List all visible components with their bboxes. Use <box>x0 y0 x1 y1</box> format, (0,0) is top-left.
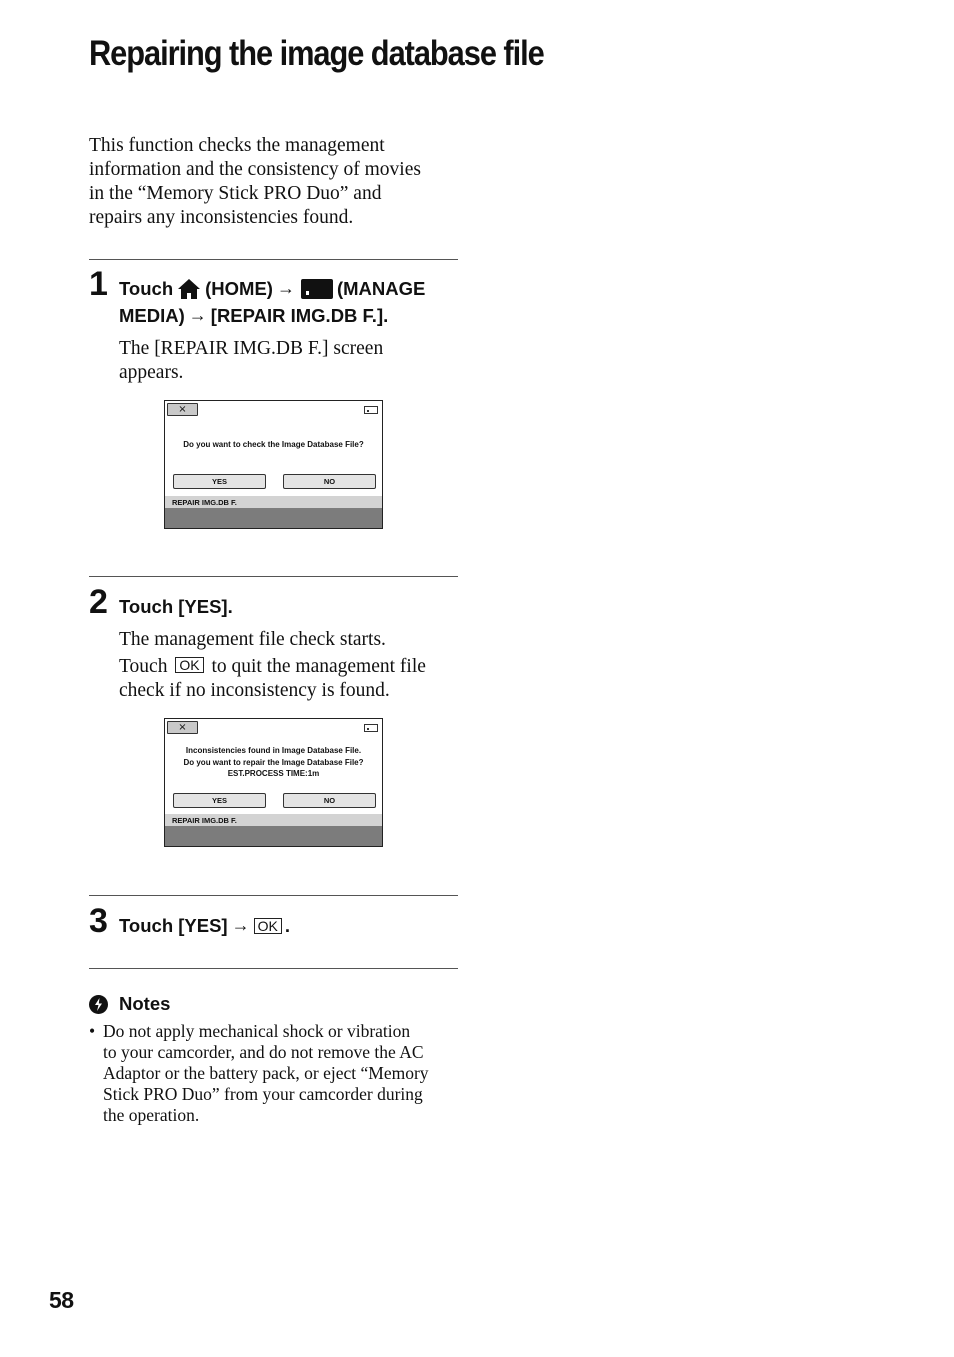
ok-button-icon: OK <box>175 657 203 673</box>
arrow-icon: → <box>276 278 295 298</box>
note-line: the operation. <box>103 1105 200 1125</box>
arrow-icon: → <box>188 305 207 325</box>
screen-message <box>165 439 382 451</box>
yes-button[interactable]: YES <box>173 474 266 489</box>
screen-message-line: EST.PROCESS TIME:1m <box>227 769 320 778</box>
screen-message-line: Do you want to check the Image Database File? <box>183 440 364 449</box>
step-divider <box>89 895 458 896</box>
section-divider <box>89 968 458 969</box>
step1-repair-label: [REPAIR IMG.DB F.]. <box>210 305 389 326</box>
no-button[interactable]: NO <box>283 474 376 489</box>
step1-body-line: appears. <box>119 362 184 383</box>
screen-message <box>165 745 382 780</box>
note-text <box>103 1021 429 1126</box>
intro-line: This function checks the management <box>89 135 385 156</box>
screen-bottom-bar <box>165 826 382 846</box>
note-line: to your camcorder, and do not remove the AC <box>103 1042 424 1062</box>
screen-message-line: Inconsistencies found in Image Database File. <box>185 746 362 755</box>
close-button[interactable]: × <box>167 403 198 416</box>
memory-card-icon <box>364 406 378 414</box>
page-title: Repairing the image database file <box>89 34 544 73</box>
note-line: Stick PRO Duo” from your camcorder during <box>103 1084 423 1104</box>
repair-screen-inconsistency <box>164 718 383 847</box>
screen-message-line: Do you want to repair the Image Database File? <box>183 757 364 767</box>
screen-bottom-bar <box>165 508 382 528</box>
step3-instruction-text: Touch [YES] <box>119 915 228 936</box>
step1-home-label: (HOME) <box>205 278 273 299</box>
step2-instruction-text: Touch [YES]. <box>119 596 233 617</box>
step1-body <box>119 337 383 385</box>
memory-card-icon <box>364 724 378 732</box>
manage-media-icon <box>301 279 333 299</box>
step2-body-line: check if no inconsistency is found. <box>119 680 390 701</box>
step3-instruction <box>119 912 290 939</box>
notes-title: Notes <box>119 993 171 1014</box>
intro-line: repairs any inconsistencies found. <box>89 207 354 228</box>
screen-footer: REPAIR IMG.DB F. <box>165 814 382 828</box>
step2-quit-text: to quit the management file <box>211 656 426 677</box>
home-icon <box>177 278 201 300</box>
note-line: Do not apply mechanical shock or vibration <box>103 1021 411 1041</box>
step2-body-line: The management file check starts. <box>119 629 386 650</box>
screen-footer: REPAIR IMG.DB F. <box>165 496 382 510</box>
close-button[interactable]: × <box>167 721 198 734</box>
repair-screen-check <box>164 400 383 529</box>
step2-body-line <box>119 655 426 679</box>
note-line: Adaptor or the battery pack, or eject “Memory <box>103 1063 429 1083</box>
arrow-icon: → <box>231 915 250 935</box>
step2-instruction <box>119 593 233 620</box>
step2-touch: Touch <box>119 656 168 677</box>
intro-line: information and the consistency of movies <box>89 159 421 180</box>
step-divider <box>89 259 458 260</box>
page-number: 58 <box>49 1287 74 1313</box>
ok-button-icon: OK <box>254 918 282 934</box>
step3-period: . <box>284 915 290 936</box>
yes-button[interactable]: YES <box>173 793 266 808</box>
no-button[interactable]: NO <box>283 793 376 808</box>
step-number: 3 <box>89 902 108 940</box>
step1-body-line: The [REPAIR IMG.DB F.] screen <box>119 338 384 359</box>
notes-heading <box>89 993 170 1015</box>
step1-instruction-line2 <box>119 302 388 329</box>
bullet: • <box>89 1021 96 1041</box>
notes-icon <box>89 995 108 1014</box>
step1-manage-label: (MANAGE <box>336 278 426 299</box>
step-number: 2 <box>89 583 108 621</box>
step1-instruction-line1 <box>119 275 425 302</box>
intro-line: in the “Memory Stick PRO Duo” and <box>89 183 382 204</box>
step-divider <box>89 576 458 577</box>
step1-touch: Touch <box>119 278 174 299</box>
step1-media-label: MEDIA) <box>119 305 185 326</box>
step2-body <box>119 628 426 703</box>
step-number: 1 <box>89 265 108 303</box>
intro-paragraph <box>89 134 469 230</box>
